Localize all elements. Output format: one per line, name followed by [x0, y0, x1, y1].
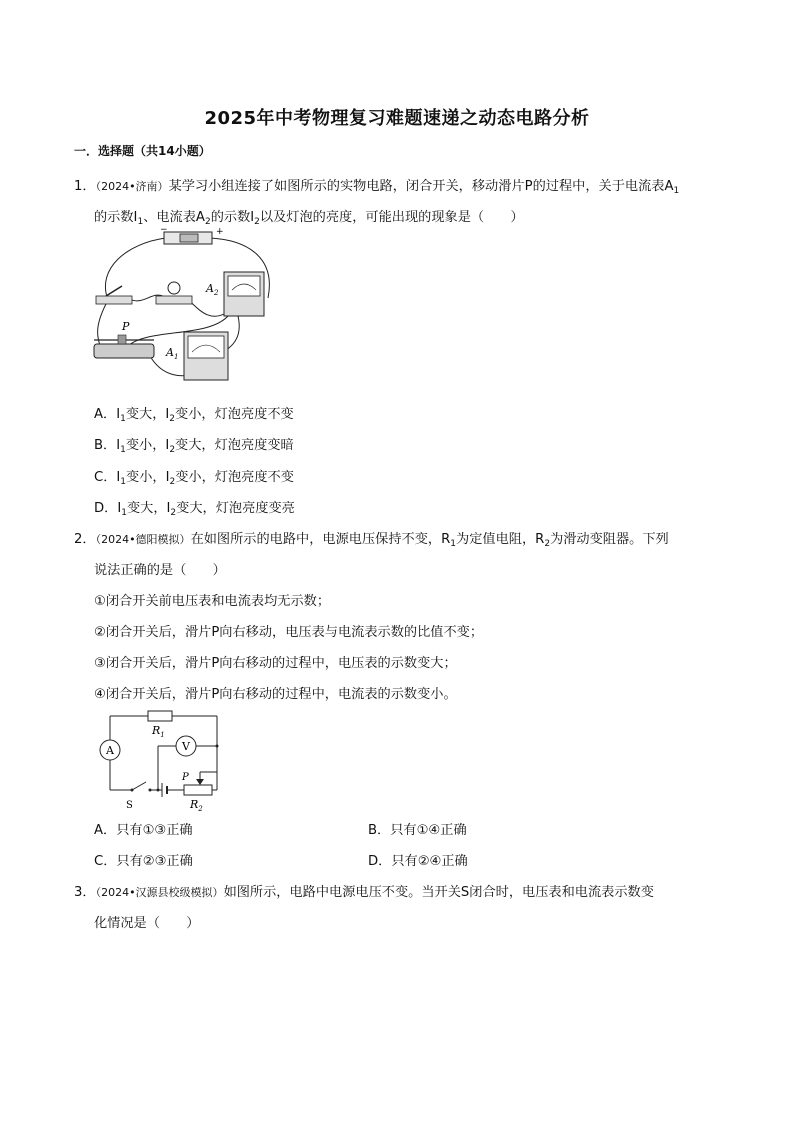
q1-option-b[interactable]: B．$I_1$变小，$I_2$变大，灯泡亮度变暗	[94, 438, 294, 455]
voltmeter-symbol: V	[182, 740, 190, 753]
q2-option-c[interactable]: C．只有②③正确	[94, 854, 193, 869]
q2-source: （2024•德阳模拟）	[95, 533, 191, 546]
switch-s-label: S	[126, 800, 133, 811]
q2-line2: 说法正确的是（ ）	[94, 563, 226, 578]
page-title: 2025年中考物理复习难题速递之动态电路分析	[204, 108, 590, 129]
q1-line2: 的示数$I_1$、电流表$A_2$的示数$I_2$以及灯泡的亮度，可能出现的现象是（ ）	[94, 210, 524, 227]
q3-number: 3．	[74, 885, 96, 900]
q1-option-d[interactable]: D．$I_1$变大，$I_2$变大，灯泡亮度变亮	[94, 501, 295, 518]
q2-statement-3: ③闭合开关后，滑片P向右移动的过程中，电压表的示数变大；	[94, 656, 457, 671]
q3-line1: 3．（2024•汉源县校级模拟）如图所示，电路中电源电压不变。当开关S闭合时，电压表和电流表示数变	[74, 885, 654, 900]
q2-statement-1: ①闭合开关前电压表和电流表均无示数；	[94, 594, 331, 609]
battery-minus-label: −	[160, 228, 168, 235]
q1-number: 1．	[74, 179, 96, 194]
r1-label: $R_1$	[152, 724, 165, 739]
q2-option-a[interactable]: A．只有①③正确	[94, 823, 193, 838]
q1-line1: 1．（2024•济南）某学习小组连接了如图所示的实物电路，闭合开关，移动滑片P的过程中，关于电流表$A_1$	[74, 179, 680, 196]
q3-source: （2024•汉源县校级模拟）	[95, 886, 224, 899]
q2-statement-4: ④闭合开关后，滑片P向右移动的过程中，电流表的示数变小。	[94, 687, 457, 702]
r2-label: $R_2$	[190, 798, 203, 813]
q3-line2: 化情况是（ ）	[94, 916, 200, 931]
q2-circuit-diagram	[96, 706, 236, 814]
q2-number: 2．	[74, 532, 96, 547]
slider-p-label: P	[122, 320, 130, 333]
q1-circuit-figure	[88, 228, 278, 388]
ammeter-a2-label: $A_2$	[206, 282, 219, 297]
section-heading: 一．选择题（共14小题）	[74, 144, 211, 158]
q2-option-d[interactable]: D．只有②④正确	[368, 854, 468, 869]
q1-source: （2024•济南）	[95, 180, 169, 193]
ammeter-symbol: A	[106, 744, 114, 757]
q1-option-c[interactable]: C．$I_1$变小，$I_2$变小，灯泡亮度不变	[94, 470, 294, 487]
q1-option-a[interactable]: A．$I_1$变大，$I_2$变小，灯泡亮度不变	[94, 407, 294, 424]
ammeter-a1-label: $A_1$	[166, 346, 179, 361]
q2-slider-p-label: P	[182, 772, 189, 783]
q2-line1: 2．（2024•德阳模拟）在如图所示的电路中，电源电压保持不变，$R_1$为定值电阻，$R_2$为滑动变阻器。下列	[74, 532, 669, 549]
q2-statement-2: ②闭合开关后，滑片P向右移动，电压表与电流表示数的比值不变；	[94, 625, 484, 640]
q2-option-b[interactable]: B．只有①④正确	[368, 823, 467, 838]
battery-plus-label: +	[216, 228, 224, 237]
